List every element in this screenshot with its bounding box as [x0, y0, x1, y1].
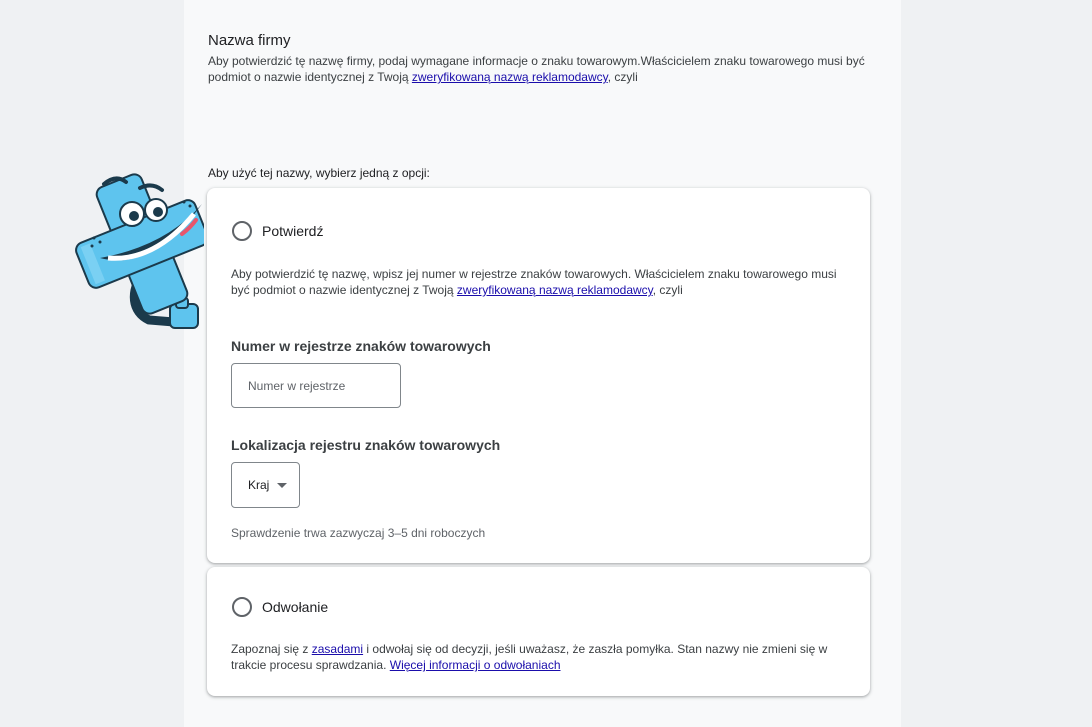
appeal-radio[interactable]: [232, 597, 252, 617]
appeal-description-middle: i odwołaj się od decyzji, jeśli uważasz, że zaszła pomyłka. Stan nazwy nie zmieni się w trakcie procesu sprawdzania.: [231, 642, 828, 672]
verified-advertiser-name-link[interactable]: zweryfikowaną nazwą reklamodawcy: [411, 70, 608, 84]
choose-option-label: Aby użyć tej nazwy, wybierz jedną z opcji:: [208, 166, 430, 180]
registry-location-label: Lokalizacja rejestru znaków towarowych: [231, 437, 501, 453]
review-time-hint: Sprawdzenie trwa zazwyczaj 3–5 dni roboczych: [231, 526, 486, 540]
confirm-description-text: Aby potwierdzić tę nazwę, wpisz jej numer w rejestrze znaków towarowych. Właścicielem znaku towarowego musi być podmiot o nazwie identycznej z Twoją: [231, 267, 837, 297]
confirm-radio-row[interactable]: [232, 221, 323, 241]
mascot-plus-character-icon: [74, 162, 204, 334]
appeal-description-text: Zapoznaj się z: [231, 642, 312, 656]
trademark-number-label: Numer w rejestrze znaków towarowych: [231, 338, 491, 354]
confirm-description: [231, 266, 841, 298]
appeal-option-card: [207, 567, 870, 696]
section-description: [208, 53, 888, 85]
confirm-verified-name-link[interactable]: zweryfikowaną nazwą reklamodawcy: [456, 283, 653, 297]
confirm-option-card: [207, 188, 870, 563]
policies-link[interactable]: zasadami: [311, 642, 364, 656]
section-title: Nazwa firmy: [208, 32, 291, 49]
registry-location-select[interactable]: [231, 462, 300, 508]
appeals-info-link[interactable]: Więcej informacji o odwołaniach: [389, 658, 561, 672]
confirm-radio[interactable]: [232, 221, 252, 241]
registry-location-value: Kraj: [248, 478, 270, 492]
confirm-radio-label[interactable]: Potwierdź: [262, 223, 324, 239]
section-description-suffix: , czyli: [607, 70, 638, 84]
appeal-radio-label[interactable]: Odwołanie: [262, 599, 329, 615]
appeal-radio-row[interactable]: [232, 597, 328, 617]
trademark-number-input[interactable]: [231, 363, 401, 408]
confirm-description-suffix: , czyli: [652, 283, 683, 297]
section-description-text: Aby potwierdzić tę nazwę firmy, podaj wymagane informacje o znaku towarowym.Właścicielem znaku towarowego musi być podmiot o nazwie identycznej z Twoją: [208, 54, 865, 84]
main-content-area: [184, 0, 901, 727]
chevron-down-icon: [277, 483, 287, 488]
appeal-description: [231, 641, 841, 673]
